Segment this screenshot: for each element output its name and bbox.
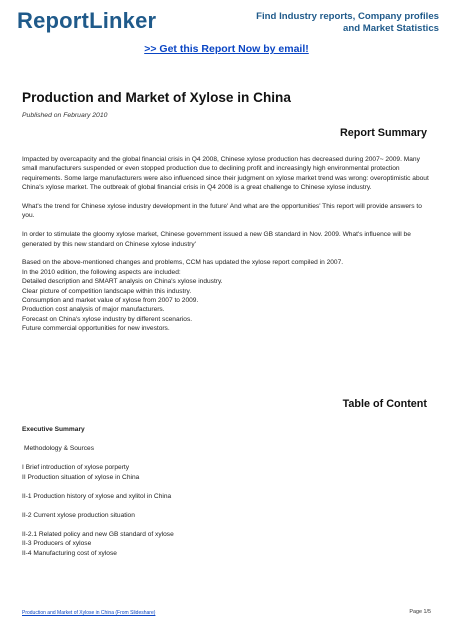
report-summary-body: [22, 155, 432, 334]
reportlinker-logo[interactable]: ReportLinker: [17, 8, 157, 33]
summary-line: In the 2010 edition, the following aspects are included:: [22, 268, 181, 276]
summary-line: Based on the above-mentioned changes and problems, CCM has updated the xylose report compiled in 2007.: [22, 259, 344, 267]
report-title: Production and Market of Xylose in China: [22, 90, 291, 105]
summary-line: Production cost analysis of major manufacturers.: [22, 306, 165, 314]
toc-item: II-4 Manufacturing cost of xylose: [22, 549, 117, 557]
toc-item: I Brief introduction of xylose porperty: [22, 464, 130, 471]
toc-item: II-2.1 Related policy and new GB standard of xylose: [22, 530, 174, 538]
tagline-line-1: Find Industry reports, Company profiles: [256, 11, 439, 22]
footer-source-link[interactable]: Production and Market of Xylose in China (From Slideshare): [22, 610, 156, 616]
toc-item-executive-summary: Executive Summary: [22, 426, 85, 433]
summary-paragraph: Impacted by overcapacity and the global financial crisis in Q4 2008, Chinese xylose production has decreased during 2007~ 2009. Many small manufacturers suspended or even stopped production due to declining profit and increasingly high environmental protection requirements. Some large manufacturers were also influenced since their judgment on xylose market trend was wrong: overoptimistic about China's xylose market. The outbreak of global financial crisis in Q4 2008 is a great challenge to Chinese xylose industry.: [22, 156, 429, 192]
summary-paragraph: What's the trend for Chinese xylose industry development in the future' And what are the opportunities' This report will provide answers to you.: [22, 203, 422, 220]
published-date: Published on February 2010: [22, 112, 108, 119]
cta-container: [0, 39, 453, 57]
toc-item-methodology: Methodology & Sources: [24, 445, 95, 452]
toc-item: II Production situation of xylose in China: [22, 473, 140, 481]
table-of-content-heading: Table of Content: [342, 398, 427, 410]
tagline-line-2: and Market Statistics: [343, 22, 439, 34]
toc-item: II-2 Current xylose production situation: [22, 511, 135, 519]
summary-line: Detailed description and SMART analysis on China's xylose industry.: [22, 278, 223, 286]
page-number: Page 1/5: [409, 609, 431, 615]
toc-item: II-1 Production history of xylose and xylitol in China: [22, 492, 172, 500]
summary-line: Future commercial opportunities for new investors.: [22, 325, 170, 333]
summary-line: Clear picture of competition landscape within this industry.: [22, 287, 192, 295]
summary-list: [22, 258, 432, 333]
tagline: [239, 11, 439, 34]
get-report-link[interactable]: >> Get this Report Now by email!: [144, 43, 309, 55]
summary-line: Consumption and market value of xylose from 2007 to 2009.: [22, 297, 199, 305]
toc-item: II-3 Producers of xylose: [22, 540, 92, 547]
table-of-content: [22, 425, 432, 558]
report-summary-heading: Report Summary: [340, 127, 427, 139]
summary-line: Forecast on China's xylose industry by different scenarios.: [22, 315, 193, 323]
summary-paragraph: In order to stimulate the gloomy xylose market, Chinese government issued a new GB standard in Nov. 2009. What's influence will be generated by this new standard on Chinese xylose industry': [22, 231, 411, 248]
